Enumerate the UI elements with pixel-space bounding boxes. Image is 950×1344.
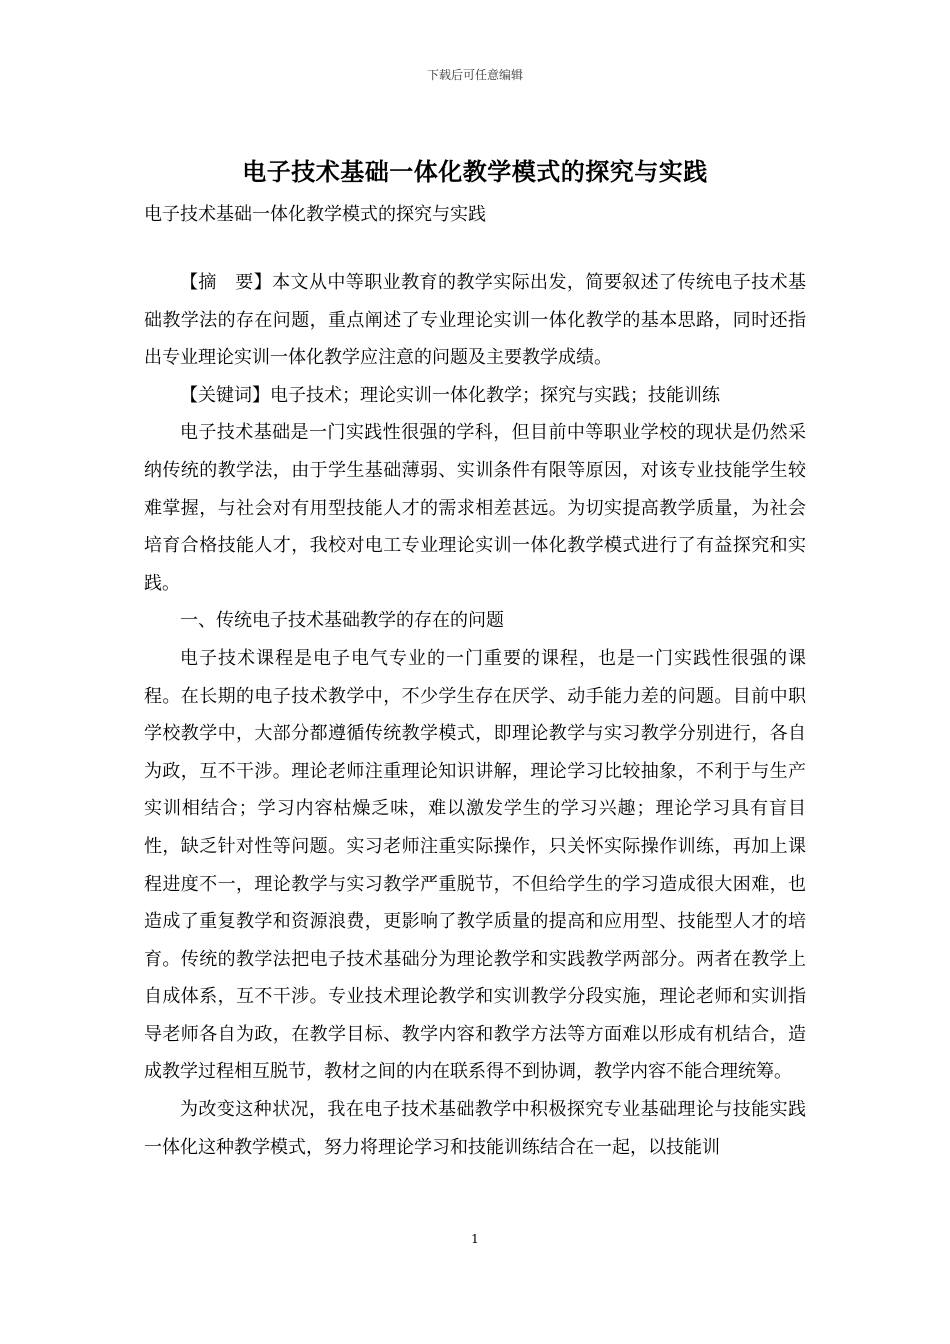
document-title: 电子技术基础一体化教学模式的探究与实践 bbox=[242, 157, 708, 186]
body-paragraph: 电子技术课程是电子电气专业的一门重要的课程，也是一门实践性很强的课程。在长期的电子技术教学中，不少学生存在厌学、动手能力差的问题。目前中职学校教学中，大部分都遵循传统教学模式，即理论教学与实习教学分别进行，各自为政，互不干涉。理论老师注重理论知识讲解，理论学习比较抽象，不利于与生产实训相结合；学习内容枯燥乏味，难以激发学生的学习兴趣；理论学习具有盲目性，缺乏针对性等问题。实习老师注重实际操作，只关怀实际操作训练，再加上课程进度不一，理论教学与实习教学严重脱节，不但给学生的学习造成很大困难，也造成了重复教学和资源浪费，更影响了教学质量的提高和应用型、技能型人才的培育。传统的教学法把电子技术基础分为理论教学和实践教学两部分。两者在教学上自成体系，互不干涉。专业技术理论教学和实训教学分段实施，理论老师和实训指导老师各自为政，在教学目标、教学内容和教学方法等方面难以形成有机结合，造成教学过程相互脱节，教材之间的内在联系得不到协调，教学内容不能合理统筹。 bbox=[144, 647, 806, 1083]
page-number: 1 bbox=[471, 1232, 479, 1246]
intro-paragraph: 电子技术基础是一门实践性很强的学科，但目前中等职业学校的现状是仍然采纳传统的教学法，由于学生基础薄弱、实训条件有限等原因，对该专业技能学生较难掌握，与社会对有用型技能人才的需求相差甚远。为切实提高教学质量，为社会培育合格技能人才，我校对电工专业理论实训一体化教学模式进行了有益探究和实践。 bbox=[144, 422, 806, 594]
header-note: 下载后可任意编辑 bbox=[426, 68, 523, 82]
document-body bbox=[144, 264, 806, 1166]
keywords-paragraph: 【关键词】电子技术；理论实训一体化教学；探究与实践；技能训练 bbox=[180, 384, 720, 406]
document-subtitle: 电子技术基础一体化教学模式的探究与实践 bbox=[144, 204, 486, 225]
abstract-paragraph: 【摘 要】本文从中等职业教育的教学实际出发，简要叙述了传统电子技术基础教学法的存在问题，重点阐述了专业理论实训一体化教学的基本思路，同时还指出专业理论实训一体化教学应注意的问题及主要教学成绩。 bbox=[144, 272, 806, 369]
section-heading: 一、传统电子技术基础教学的存在的问题 bbox=[180, 610, 504, 632]
body-paragraph: 为改变这种状况，我在电子技术基础教学中积极探究专业基础理论与技能实践一体化这种教学模式，努力将理论学习和技能训练结合在一起，以技能训 bbox=[144, 1099, 806, 1158]
